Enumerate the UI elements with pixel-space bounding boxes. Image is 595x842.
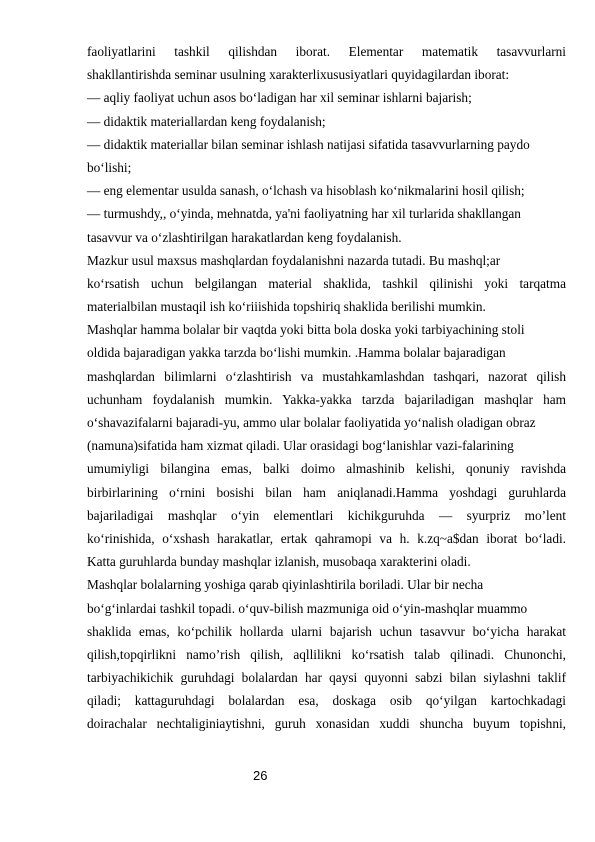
text-line: doirachalar nechtaliginiaytishni, guruh xonasidan xuddi shuncha buyum topishni, bbox=[87, 716, 566, 732]
text-line: Katta guruhlarda bunday mashqlar izlanish, musobaqa xarakterini oladi. bbox=[87, 554, 471, 570]
text-line: shaklida emas, ko‘pchilik hollarda ularni bajarish uchun tasavvur bo‘yicha harakat bbox=[87, 623, 566, 639]
document-body bbox=[87, 40, 566, 736]
text-line: mashqlardan bilimlarni o‘zlashtirish va mustahkamlashdan tashqari, nazorat qilish bbox=[87, 368, 566, 384]
text-line: Mashqlar hamma bolalar bir vaqtda yoki bitta bola doska yoki tarbiyachining stoli bbox=[87, 322, 525, 338]
text-line: (namuna)sifatida ham xizmat qiladi. Ular orasidagi bog‘lanishlar vazi-falarining bbox=[87, 438, 514, 454]
text-line: qiladi; kattaguruhdagi bolalardan esa, doskaga osib qo‘yilgan kartochkadagi bbox=[87, 693, 566, 709]
text-line: ko‘rinishida, o‘xshash harakatlar, ertak qahramopi va h. k.zq~a$dan iborat bo‘ladi. bbox=[87, 530, 566, 546]
text-line: bajariladigai mashqlar o‘yin elementlari kichikguruhda — syurpriz mo’lent bbox=[87, 507, 566, 523]
text-line: Mazkur usul maxsus mashqlardan foydalanishni nazarda tutadi. Bu mashql;ar bbox=[87, 252, 501, 268]
text-line: shakllantirishda seminar usulning xarakterlixususiyatlari quyidagilardan iborat: bbox=[87, 67, 510, 83]
text-line: materialbilan mustaqil ish ko‘riiishida topshiriq shaklida berilishi mumkin. bbox=[87, 299, 486, 315]
text-line: bo‘lishi; bbox=[87, 159, 132, 175]
text-line: — didaktik materiallardan keng foydalanish; bbox=[87, 113, 326, 129]
page-number: 26 bbox=[253, 768, 268, 783]
text-line: tarbiyachikichik guruhdagi bolalardan har qaysi quyonni sabzi bilan siylashni taklif bbox=[87, 670, 566, 686]
text-line: Mashqlar bolalarning yoshiga qarab qiyinlashtirila boriladi. Ular bir necha bbox=[87, 577, 484, 593]
text-line: uchunham foydalanish mumkin. Yakka-yakka tarzda bajariladigan mashqlar ham bbox=[87, 391, 566, 407]
text-line: — turmushdy,, o‘yinda, mehnatda, ya'ni faoliyatning har xil turlarida shakllangan bbox=[87, 206, 521, 222]
text-line: — aqliy faoliyat uchun asos bo‘ladigan har xil seminar ishlarni bajarish; bbox=[87, 90, 472, 106]
text-line: bo‘g‘inlardai tashkil topadi. o‘quv-bilish mazmuniga oid o‘yin-mashqlar muammo bbox=[87, 600, 528, 616]
text-line: qilish,topqirlikni namo’rish qilish, aqllilikni ko‘rsatish talab qilinadi. Chunonchi, bbox=[87, 646, 566, 662]
text-line: birbirlarining o‘rnini bosishi bilan ham aniqlanadi.Hamma yoshdagi guruhlarda bbox=[87, 484, 566, 500]
text-line: ko‘rsatish uchun belgilangan material shaklida, tashkil qilinishi yoki tarqatma bbox=[87, 275, 566, 291]
text-line: oldida bajaradigan yakka tarzda bo‘lishi mumkin. .Hamma bolalar bajaradigan bbox=[87, 345, 506, 361]
text-line: tasavvur va o‘zlashtirilgan harakatlardan keng foydalanish. bbox=[87, 229, 402, 245]
text-line: faoliyatlarini tashkil qilishdan iborat. Elementar matematik tasavvurlarni bbox=[87, 44, 566, 59]
text-line: umumiyligi bilangina emas, balki doimo almashinib kelishi, qonuniy ravishda bbox=[87, 461, 566, 477]
text-line: — didaktik materiallar bilan seminar ishlash natijasi sifatida tasavvurlarning paydo bbox=[87, 136, 530, 152]
text-line: — eng elementar usulda sanash, o‘lchash va hisoblash ko‘nikmalarini hosil qilish; bbox=[87, 183, 525, 199]
text-line: o‘shavazifalarni bajaradi-yu, ammo ular bolalar faoliyatida yo‘nalish oladigan obraz bbox=[87, 415, 536, 430]
